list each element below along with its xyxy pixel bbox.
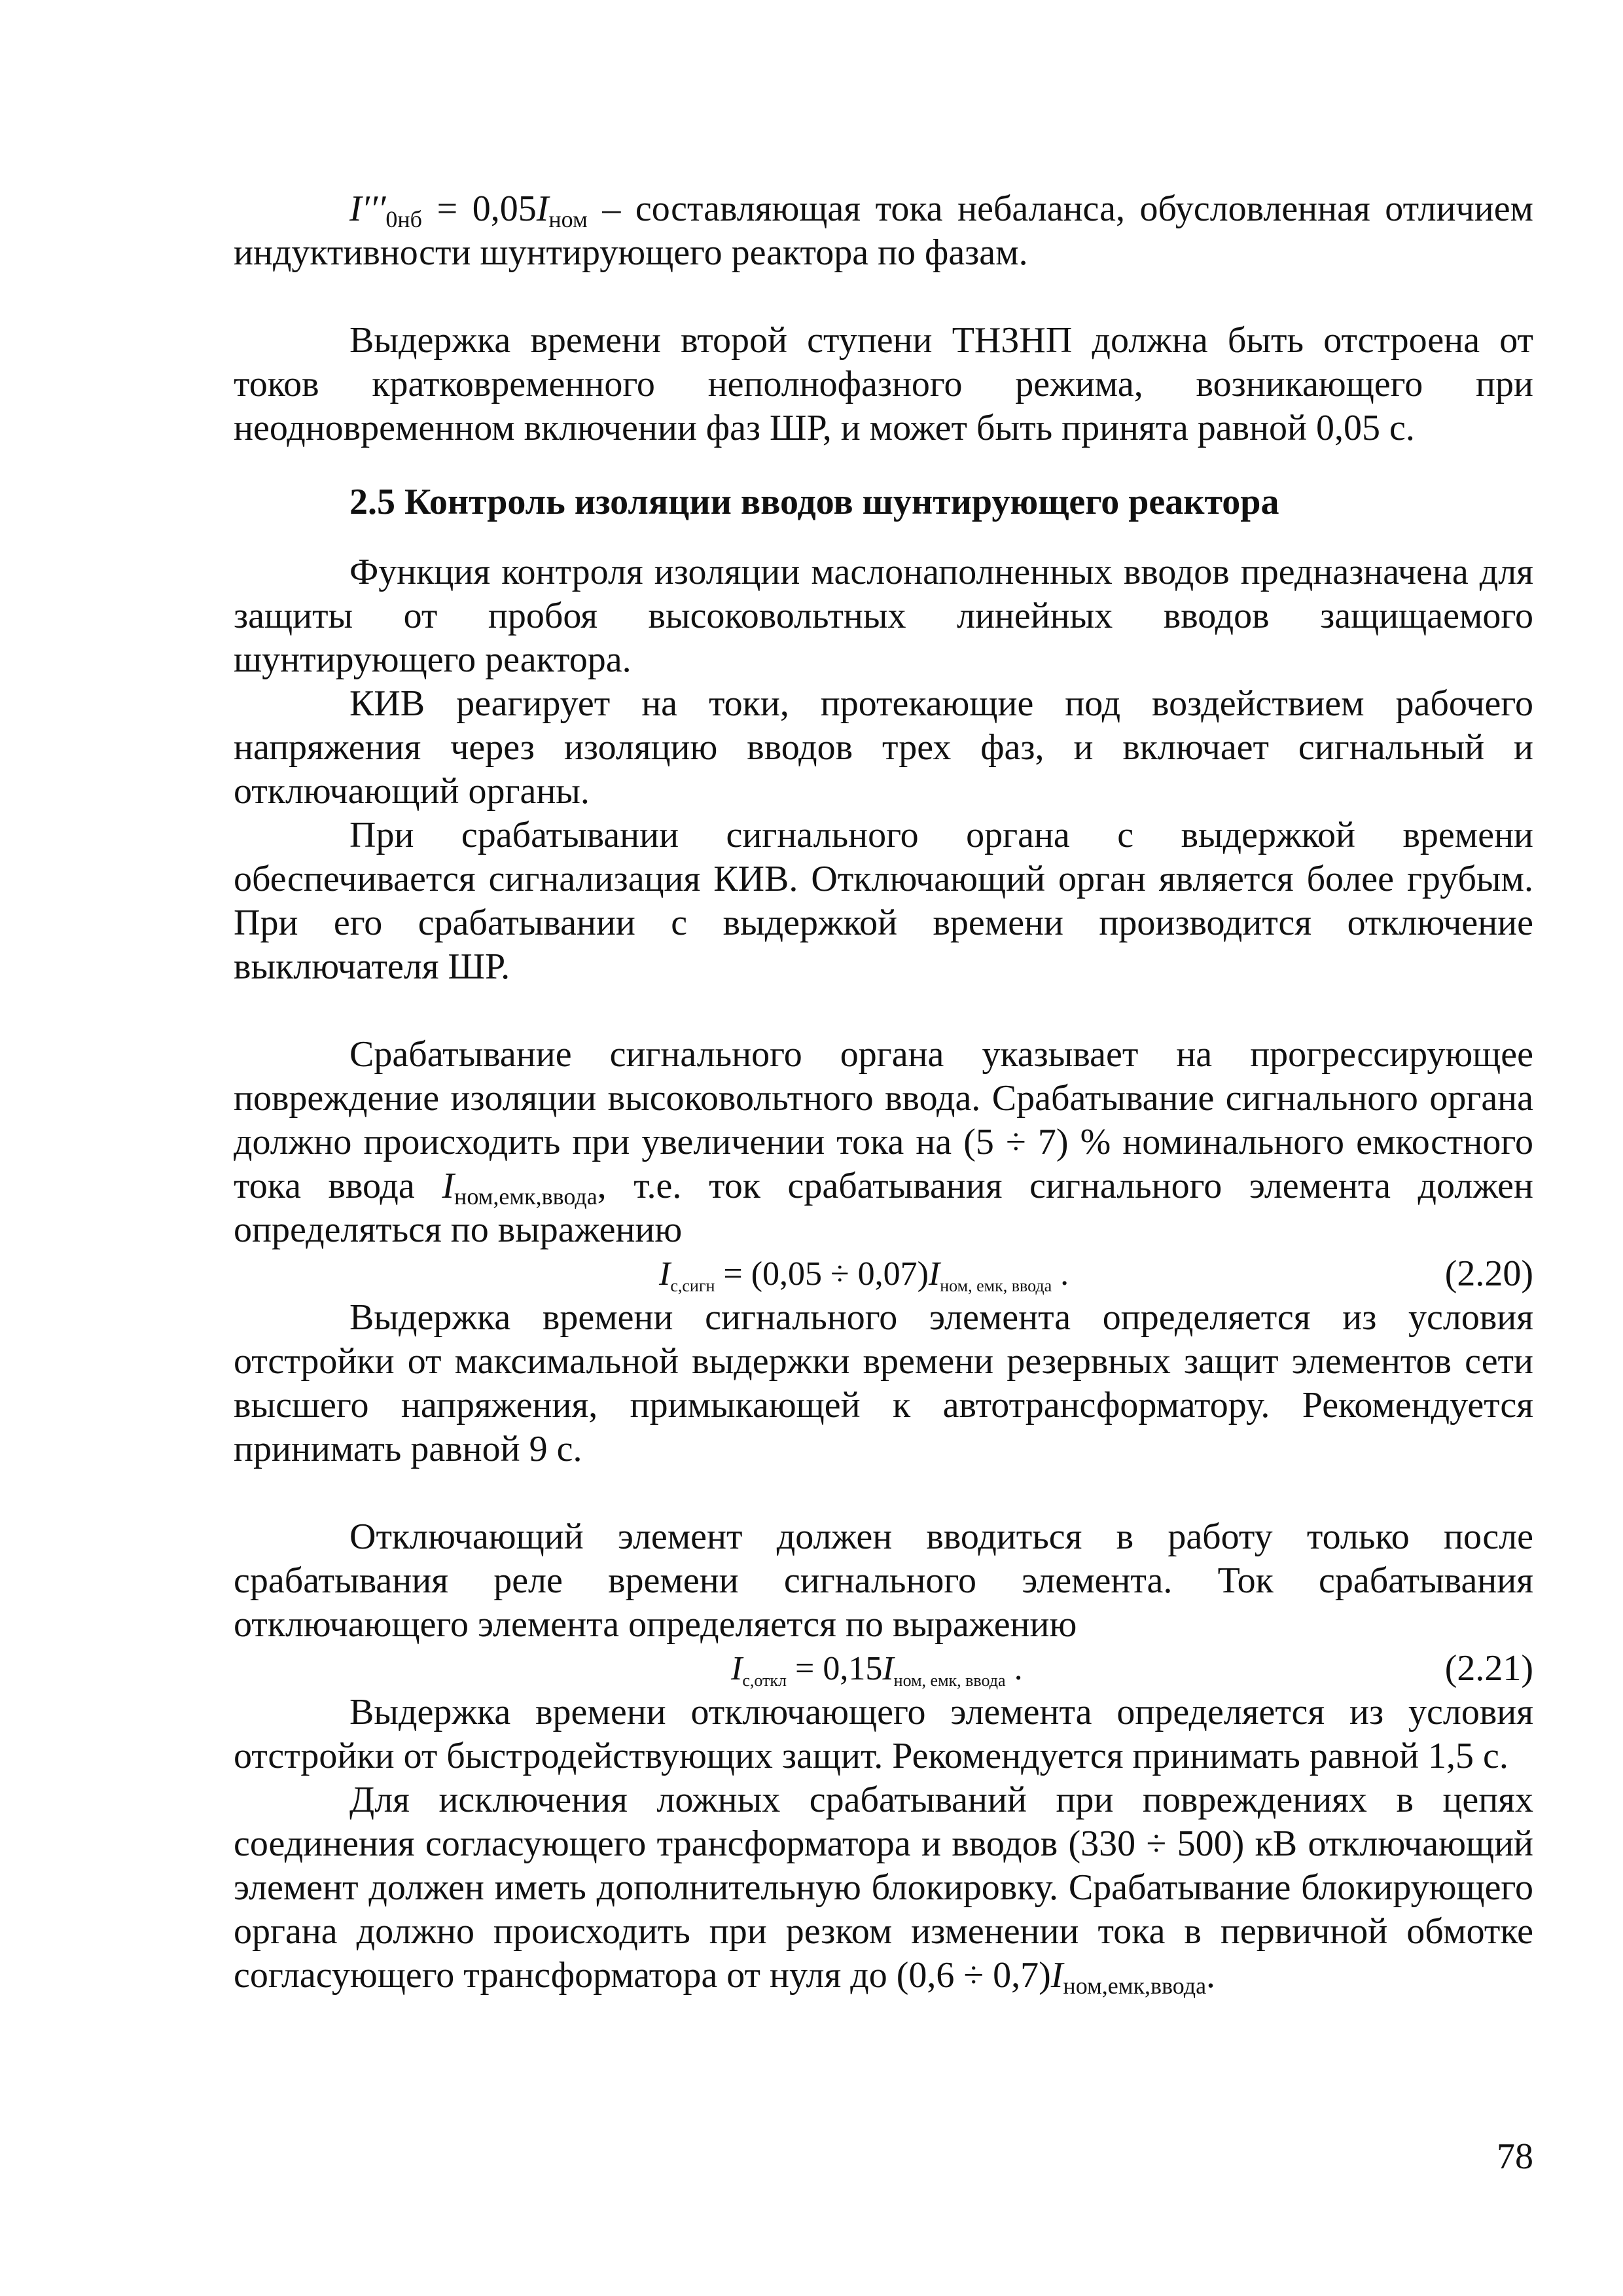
paragraph-function-description: Функция контроля изоляции маслонаполненных вводов предназначена для защиты от пробоя высоковольтных линейных вводов защищаемого шунтирующего реактора. <box>234 552 1533 680</box>
equation-number: (2.21) <box>1444 1648 1533 1689</box>
formula-2-21 <box>234 1647 1533 1691</box>
subscript: 0нб <box>385 206 422 232</box>
paragraph-signal-pickup: Срабатывание сигнального органа указывает на прогрессирующее повреждение изоляции высоковольтного ввода. Срабатывание сигнального органа должно происходить при увеличении тока на (5 ÷ 7) % номинального емкостного тока ввода $I_{ном,емк,ввода}$, т.е. ток срабатывания сигнального элемента должен определяться по выражению <box>234 1034 1533 1250</box>
paragraph-signal-delay: Выдержка времени сигнального элемента определяется из условия отстройки от максимальной выдержки времени резервных защит элементов сети высшего напряжения, примыкающей к автотрансформатору. Рекомендуется принимать равной 9 с. <box>234 1297 1533 1469</box>
page-number: 78 <box>1497 2136 1533 2177</box>
page-content <box>234 187 1533 1998</box>
formula-expression: Iс,сигн = (0,05 ÷ 0,07)Iном, емк, ввода . <box>659 1255 1069 1295</box>
formula-expression: Iс,откл = 0,15Iном, емк, ввода . <box>731 1650 1023 1690</box>
current-symbol: I′′′ <box>349 188 386 229</box>
subscript: ном,емк,ввода <box>454 1183 597 1210</box>
current-symbol: I <box>442 1166 455 1206</box>
paragraph-trip-delay: Выдержка времени отключающего элемента определяется из условия отстройки от быстродействующих защит. Рекомендуется принимать равной 1,5 с. <box>234 1692 1533 1776</box>
paragraph-signal-organ: При срабатывании сигнального органа с выдержкой времени обеспечивается сигнализация КИВ. Отключающий орган является более грубым. При его срабатывании с выдержкой времени производится отключение выключателя ШР. <box>234 815 1533 987</box>
paragraph-unbalance-current: $I'''_{0нб} = 0,05I_{ном}$ – составляющая тока небаланса, обусловленная отличием индуктивности шунтирующего реактора по фазам. <box>234 188 1533 273</box>
current-symbol: I <box>1050 1955 1063 1996</box>
equation-number: (2.20) <box>1444 1253 1533 1294</box>
formula-2-20 <box>234 1252 1533 1296</box>
paragraph-trip-element: Отключающий элемент должен вводиться в работу только после срабатывания реле времени сигнального элемента. Ток срабатывания отключающего элемента определяется по выражению <box>234 1516 1533 1645</box>
paragraph-time-delay-stage2: Выдержка времени второй ступени ТНЗНП должна быть отстроена от токов кратковременного неполнофазного режима, возникающего при неодновременном включении фаз ШР, и может быть принята равной 0,05 с. <box>234 320 1533 448</box>
subscript: ном,емк,ввода <box>1063 1973 1207 1999</box>
section-heading: 2.5 Контроль изоляции вводов шунтирующего реактора <box>349 482 1279 522</box>
paragraph-kiv-reaction: КИВ реагирует на токи, протекающие под воздействием рабочего напряжения через изоляцию вводов трех фаз, и включает сигнальный и отключающий органы. <box>234 683 1533 812</box>
current-symbol: I <box>536 188 549 229</box>
subscript: ном <box>548 206 588 232</box>
paragraph-blocking: Для исключения ложных срабатываний при повреждениях в цепях соединения согласующего трансформатора и вводов (330 ÷ 500) кВ отключающий элемент должен иметь дополнительную блокировку. Срабатывание блокирующего органа должно происходить при резком изменении тока в первичной обмотке согласующего трансформатора от нуля до $(0,6 \div 0,7)I_{ном,емк,ввода}$. <box>234 1780 1533 1999</box>
